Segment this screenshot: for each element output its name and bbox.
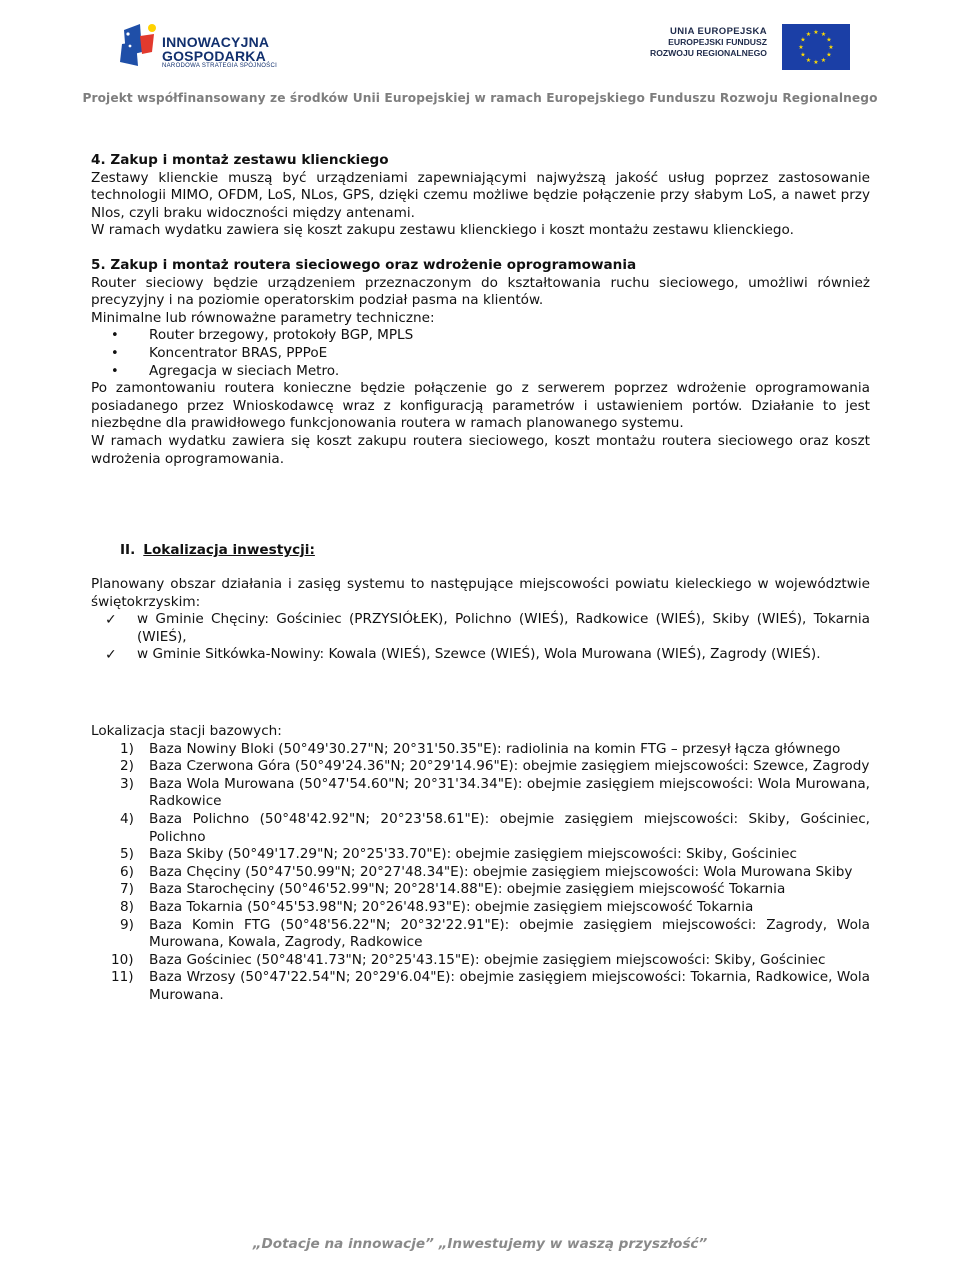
stations-area <box>91 723 870 1005</box>
section4-heading: 4. Zakup i montaż zestawu klienckiego <box>91 152 389 168</box>
item-text: Baza Chęciny (50°47'50.99"N; 20°27'48.34"E): obejmie zasięgiem miejscowości: Wola Murowana Skiby <box>149 863 853 880</box>
list-item <box>91 846 870 864</box>
list-item <box>91 969 870 1004</box>
item-text: Baza Gościniec (50°48'41.73"N; 20°25'43.15"E): obejmie zasięgiem miejscowości: Skiby, Gościniec <box>149 951 826 968</box>
item-number: 2) <box>120 758 134 775</box>
list-item <box>91 758 870 776</box>
eu-logo-line2: EUROPEJSKI FUNDUSZ <box>668 37 767 47</box>
section2-heading <box>120 541 315 559</box>
section2-number: II. <box>120 542 136 558</box>
section2-title: Lokalizacja inwestycji: <box>143 542 315 558</box>
item-text: Baza Wola Murowana (50°47'54.60"N; 20°31'34.34"E): obejmie zasięgiem miejscowości: Wola Murowana, Radkowice <box>149 775 870 810</box>
svg-text:★: ★ <box>813 59 819 66</box>
item-text: Baza Skiby (50°49'17.29"N; 20°25'33.70"E): obejmie zasięgiem miejscowości: Skiby, Gościniec <box>149 846 797 863</box>
item-text: Baza Wrzosy (50°47'22.54"N; 20°29'6.04"E): obejmie zasięgiem miejscowości: Tokarnia, Radkowice, Wola Murowana. <box>149 969 870 1003</box>
ig-logo-line2: GOSPODARKA <box>162 48 266 64</box>
eu-flag-icon <box>782 24 850 70</box>
project-funding-line: Projekt współfinansowany ze środków Unii Europejskiej w ramach Europejskiego Funduszu Rozwoju Regionalnego <box>82 91 878 105</box>
section5-params-list <box>91 327 870 380</box>
item-text: Baza Polichno (50°48'42.92"N; 20°23'58.61"E): obejmie zasięgiem miejscowości: Skiby, Gościniec, Polichno <box>149 810 870 845</box>
check-icon: ✓ <box>105 612 117 629</box>
item-text: Baza Czerwona Góra (50°49'24.36"N; 20°29'14.96"E): obejmie zasięgiem miejscowości: Szewce, Zagrody <box>149 758 870 775</box>
svg-text:★: ★ <box>800 51 806 59</box>
section4-paragraph1: Zestawy klienckie muszą być urządzeniami zapewniającymi najwyższą jakość usług poprzez zastosowanie technologii MIMO, OFDM, LoS, NLos, GPS, dzięki czemu możliwe będzie połączenie przy słabym LoS, a nawet przy Nlos, czyli braku widoczności między antenami. <box>91 169 870 221</box>
list-item <box>91 741 870 759</box>
ig-logo-mark-icon <box>118 22 166 70</box>
list-item: • Router brzegowy, protokoły BGP, MPLS <box>91 327 870 345</box>
svg-text:★: ★ <box>820 57 827 64</box>
section2-intro: Planowany obszar działania i zasięg systemu to następujące miejscowości powiatu kieleckiego w województwie świętokrzyskim: <box>91 576 870 610</box>
gmina-text: w Gminie Sitkówka-Nowiny: Kowala (WIEŚ), Szewce (WIEŚ), Wola Murowana (WIEŚ), Zagrody (WIEŚ). <box>137 646 821 663</box>
section5-paragraph3: W ramach wydatku zawiera się koszt zakupu routera sieciowego, koszt montażu routera sieciowego oraz koszt wdrożenia oprogramowania. <box>91 432 870 467</box>
item-text: Baza Komin FTG (50°48'56.22"N; 20°32'22.91"E): obejmie zasięgiem miejscowości: Zagrody, Wola Murowana, Kowala, Zagrody, Radkowice <box>149 916 870 951</box>
innowacyjna-gospodarka-logo <box>118 22 293 72</box>
stations-label: Lokalizacja stacji bazowych: <box>91 723 282 739</box>
gmina-text: w Gminie Chęciny: Gościniec (PRZYSIÓŁEK), Polichno (WIEŚ), Radkowice (WIEŚ), Skiby (WIEŚ), Tokarnia (WIEŚ), <box>137 611 870 645</box>
item-number: 10) <box>111 951 134 968</box>
item-number: 7) <box>120 881 134 898</box>
section4-paragraph2: W ramach wydatku zawiera się koszt zakupu zestawu klienckiego i koszt montażu zestawu klienckiego. <box>91 222 794 239</box>
list-item <box>91 776 870 811</box>
item-number: 4) <box>120 810 134 827</box>
section5-paragraph1: Router sieciowy będzie urządzeniem przeznaczonym do kształtowania ruchu sieciowego, umożliwi również precyzyjny i na poziomie operatorskim podział pasma na klientów. <box>91 274 870 309</box>
svg-text:★: ★ <box>805 57 812 64</box>
eu-logo-line3: ROZWOJU REGIONALNEGO <box>650 48 767 58</box>
item-number: 11) <box>111 969 134 986</box>
item-number: 9) <box>120 916 134 933</box>
list-item <box>91 811 870 846</box>
list-item <box>91 646 870 664</box>
ig-logo-line3: NARODOWA STRATEGIA SPÓJNOŚCI <box>162 63 278 69</box>
item-number: 6) <box>120 863 134 880</box>
list-item <box>91 917 870 952</box>
eu-logo-line1: UNIA EUROPEJSKA <box>670 26 767 37</box>
page-footer-slogan: „Dotacje na innowacje” „Inwestujemy w waszą przyszłość” <box>252 1236 708 1252</box>
list-item <box>91 864 870 882</box>
list-item <box>91 952 870 970</box>
item-text: Baza Tokarnia (50°45'53.98"N; 20°26'48.93"E): obejmie zasięgiem miejscowość Tokarnia <box>149 898 754 915</box>
page-header <box>0 0 960 115</box>
svg-text:★: ★ <box>798 44 804 51</box>
document-body <box>91 152 870 468</box>
svg-text:★: ★ <box>813 29 819 36</box>
item-number: 1) <box>120 740 134 757</box>
section5-heading: 5. Zakup i montaż routera sieciowego oraz wdrożenie oprogramowania <box>91 256 637 273</box>
list-item <box>91 899 870 917</box>
section5-paragraph2: Po zamontowaniu routera konieczne będzie połączenie go z serwerem poprzez wdrożenie oprogramowania posiadanego przez Wnioskodawcę wraz z konfiguracją parametrów i ustawieniem portów. Działanie to jest niezbędne dla prawidłowego funkcjonowania routera w ramach planowanego systemu. <box>91 380 870 432</box>
item-text: Baza Starochęciny (50°46'52.99"N; 20°28'14.88"E): obejmie zasięgiem miejscowość Tokarnia <box>149 881 786 898</box>
gminy-list <box>91 611 870 664</box>
section5-params-label: Minimalne lub równoważne parametry techniczne: <box>91 309 435 326</box>
svg-text:★: ★ <box>826 51 832 59</box>
section2-area <box>91 576 870 664</box>
eu-logo <box>650 22 850 70</box>
list-item: • Koncentrator BRAS, PPPoE <box>91 345 870 363</box>
eu-logo-text <box>650 26 767 59</box>
item-number: 8) <box>120 898 134 915</box>
item-number: 3) <box>120 775 134 792</box>
list-item <box>91 881 870 899</box>
svg-text:★: ★ <box>800 36 806 44</box>
list-item: • Agregacja w sieciach Metro. <box>91 363 870 381</box>
item-text: Baza Nowiny Bloki (50°49'30.27"N; 20°31'50.35"E): radiolinia na komin FTG – przesył łącza głównego <box>149 740 841 757</box>
item-number: 5) <box>120 846 134 863</box>
check-icon: ✓ <box>105 647 117 664</box>
ig-logo-line1: INNOWACYJNA <box>162 34 270 50</box>
svg-text:★: ★ <box>828 44 834 51</box>
svg-text:★: ★ <box>820 31 827 38</box>
list-item <box>91 611 870 646</box>
svg-text:★: ★ <box>805 31 812 38</box>
svg-text:★: ★ <box>826 36 832 44</box>
stations-list <box>91 741 870 1005</box>
